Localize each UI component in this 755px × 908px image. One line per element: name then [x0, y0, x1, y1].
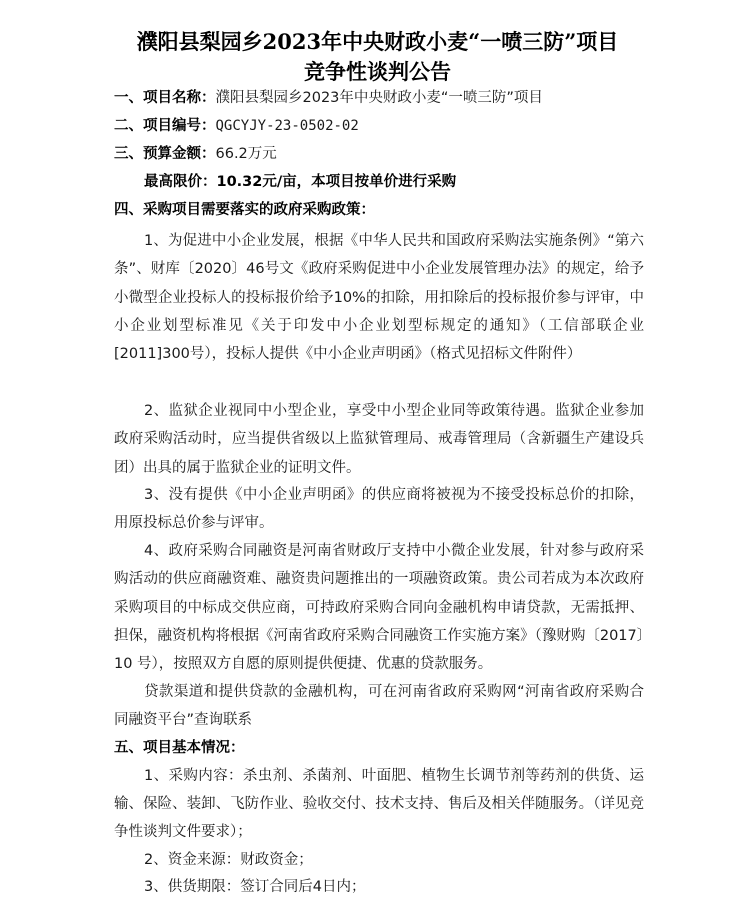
basic-info-paragraph-3: 3、供货期限：签订合同后4日内； [144, 879, 366, 895]
project-name-row [114, 88, 543, 108]
policy-paragraph-2: 2、监狱企业视同中小型企业，享受中小型企业同等政策待遇。监狱企业参加政府采购活动时，应当提供省级以上监狱管理局、戒毒管理局（含新疆生产建设兵团）出具的属于监狱企业的证明文件。 [114, 403, 644, 476]
basic-info-paragraph-1: 1、采购内容：杀虫剂、杀菌剂、叶面肥、植物生长调节剂等药剂的供货、运输、保险、装卸、飞防作业、验收交付、技术支持、售后及相关伴随服务。（详见竞争性谈判文件要求）； [114, 768, 644, 840]
document-title-line-2: 竞争性谈判公告 [304, 59, 451, 84]
project-number-label: 二、项目编号： [114, 118, 216, 134]
document-title-line-1: 濮阳县梨园乡2023年中央财政小麦“一喷三防”项目 [136, 29, 619, 54]
project-name-label: 一、项目名称： [114, 90, 216, 106]
basic-info-paragraph-2: 2、资金来源：财政资金； [144, 852, 313, 868]
budget-value: 66.2万元 [215, 146, 277, 162]
policy-paragraph-3: 3、没有提供《中小企业声明函》的供应商将被视为不接受投标总价的扣除，用原投标总价参与评审。 [114, 487, 644, 532]
policy-paragraph-1: 1、为促进中小企业发展，根据《中华人民共和国政府采购法实施条例》“第六条”、财库〔2020〕46号文《政府采购促进中小企业发展管理办法》的规定，给予小微型企业投标人的投标报价给予10%的扣除，用扣除后的投标报价参与评审，中小企业划型标准见《关于印发中小企业划型标规定的通知》（工信部联企业[2011]300号），投标人提供《中小企业声明函》（格式见招标文件附件） [114, 233, 644, 363]
project-name-value: 濮阳县梨园乡2023年中央财政小麦“一喷三防”项目 [215, 90, 543, 106]
project-number-row [114, 116, 359, 136]
policy-paragraph-4: 4、政府采购合同融资是河南省财政厅支持中小微企业发展，针对参与政府采购活动的供应商融资难、融资贵问题推出的一项融资政策。贵公司若成为本次政府采购项目的中标成交供应商，可持政府采购合同向金融机构申请贷款，无需抵押、担保，融资机构将根据《河南省政府采购合同融资工作实施方案》（豫财购〔2017〕10 号），按照双方自愿的原则提供便捷、优惠的贷款服务。 [114, 543, 644, 673]
project-number-value: QGCYJY-23-0502-02 [215, 118, 359, 134]
max-price-line: 最高限价：10.32元/亩，本项目按单价进行采购 [144, 174, 457, 190]
section-4-heading: 四、采购项目需要落实的政府采购政策： [114, 202, 375, 218]
budget-row [114, 144, 277, 164]
section-5-heading: 五、项目基本情况： [114, 740, 245, 756]
budget-label: 三、预算金额： [114, 146, 216, 162]
policy-paragraph-5: 贷款渠道和提供贷款的金融机构，可在河南省政府采购网“河南省政府采购合同融资平台”查询联系 [114, 684, 644, 729]
